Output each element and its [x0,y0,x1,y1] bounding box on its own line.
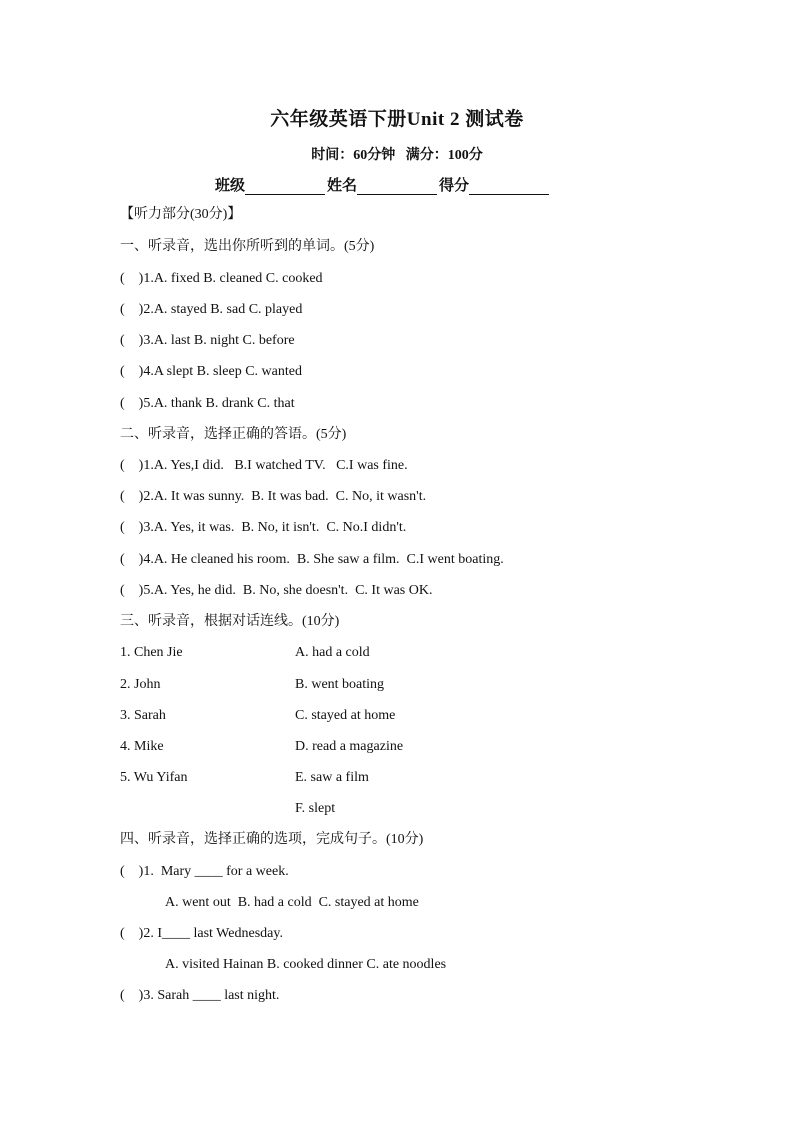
section4-question: ( )1. Mary ____ for a week. [120,864,289,879]
section2-question: ( )4.A. He cleaned his room. B. She saw a film. C.I went boating. [120,552,504,567]
section4-question: ( )2. I____ last Wednesday. [120,926,283,941]
section4-heading: 四、听录音，选择正确的选项，完成句子。(10分) [120,832,424,847]
score-label: 得分 [439,178,470,194]
class-blank[interactable] [245,176,325,195]
matching-left-item: 2. John [120,677,161,692]
section3-heading: 三、听录音，根据对话连线。(10分) [120,614,340,629]
section4-question: ( )3. Sarah ____ last night. [120,988,280,1003]
matching-left-item: 1. Chen Jie [120,645,183,660]
section4-options: A. visited Hainan B. cooked dinner C. ate noodles [165,957,447,972]
section1-question: ( )4.A slept B. sleep C. wanted [120,364,302,379]
section4-options: A. went out B. had a cold C. stayed at home [165,895,419,910]
matching-right-item: B. went boating [295,677,385,692]
matching-right-item: A. had a cold [295,645,370,660]
section1-question: ( )1.A. fixed B. cleaned C. cooked [120,271,323,286]
section1-question: ( )3.A. last B. night C. before [120,333,295,348]
time-and-score-line: 时间：60分钟 满分：100分 [311,148,483,163]
name-label: 姓名 [327,178,358,194]
name-blank[interactable] [357,176,437,195]
section1-question: ( )5.A. thank B. drank C. that [120,396,295,411]
matching-right-item: E. saw a film [295,770,369,785]
matching-left-item: 5. Wu Yifan [120,770,188,785]
section2-question: ( )1.A. Yes,I did. B.I watched TV. C.I was fine. [120,458,408,473]
section2-heading: 二、听录音，选择正确的答语。(5分) [120,427,347,442]
matching-right-item: C. stayed at home [295,708,396,723]
section1-heading: 一、听录音，选出你所听到的单词。(5分) [120,239,375,254]
section1-question: ( )2.A. stayed B. sad C. played [120,302,303,317]
section2-question: ( )2.A. It was sunny. B. It was bad. C. No, it wasn't. [120,489,427,504]
student-info-line [215,174,551,195]
page-title: 六年级英语下册Unit 2 测试卷 [270,109,524,130]
class-label: 班级 [215,178,246,194]
matching-left-item: 3. Sarah [120,708,166,723]
listening-section-header: 【听力部分(30分)】 [120,207,242,222]
score-blank[interactable] [469,176,549,195]
matching-left-item: 4. Mike [120,739,164,754]
section2-question: ( )3.A. Yes, it was. B. No, it isn't. C. No.I didn't. [120,520,407,535]
section2-question: ( )5.A. Yes, he did. B. No, she doesn't. C. It was OK. [120,583,433,598]
matching-right-item: D. read a magazine [295,739,404,754]
matching-right-item: F. slept [295,801,336,816]
